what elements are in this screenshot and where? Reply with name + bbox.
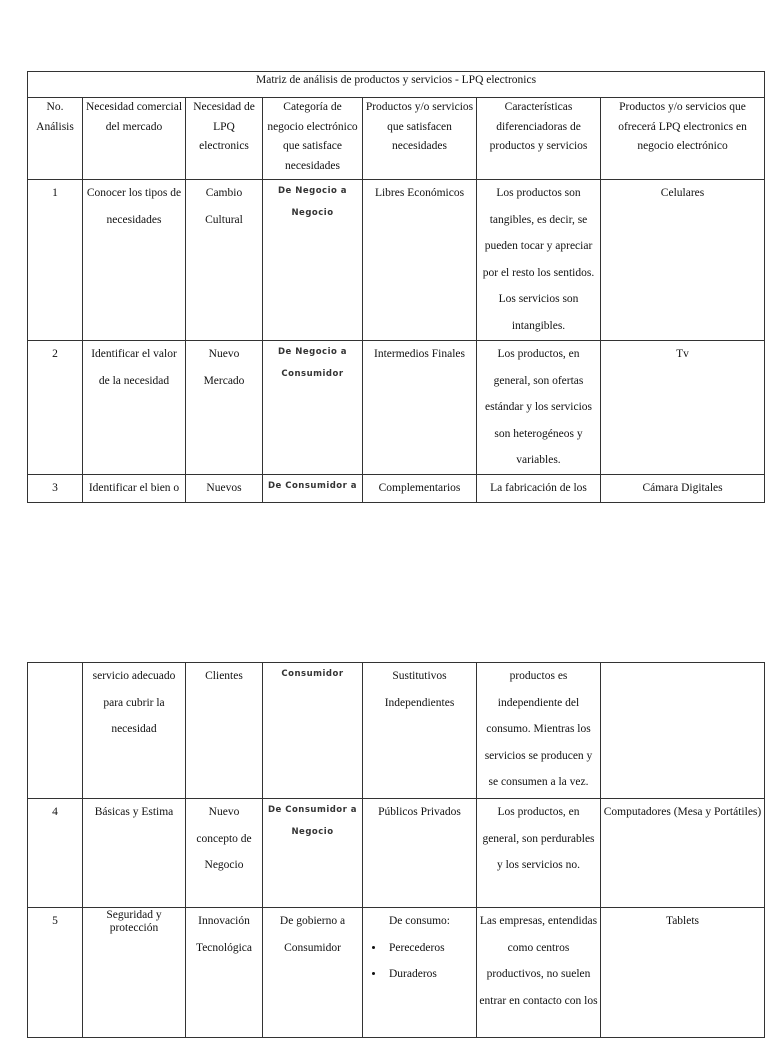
cell-necesidad-lpq: Nuevos <box>186 475 263 503</box>
productos-label: De consumo: <box>388 915 450 927</box>
cell-caracteristicas: Las empresas, entendidas como centros productivos, no suelen entrar en contacto con los <box>477 908 601 1038</box>
productos-list <box>365 935 474 988</box>
cell-necesidad-mercado: Identificar el bien o <box>83 475 186 503</box>
cell-productos: Complementarios <box>363 475 477 503</box>
cell-necesidad-mercado: servicio adecuado para cubrir la necesidad <box>83 663 186 799</box>
cell-necesidad-mercado: Conocer los tipos de necesidades <box>83 180 186 341</box>
cell-ofrecera: Celulares <box>601 180 765 341</box>
cell-productos: Libres Económicos <box>363 180 477 341</box>
table-row <box>28 180 765 341</box>
cell-ofrecera: Cámara Digitales <box>601 475 765 503</box>
cell-categoria: De Negocio a Negocio <box>263 180 363 341</box>
header-row <box>28 98 765 180</box>
table-title: Matriz de análisis de productos y servicios - LPQ electronics <box>28 72 765 98</box>
cell-productos: Intermedios Finales <box>363 341 477 475</box>
cell-necesidad-lpq: Innovación Tecnológica <box>186 908 263 1038</box>
header-ofrecera: Productos y/o servicios que ofrecerá LPQ electronics en negocio electrónico <box>601 98 765 180</box>
cell-necesidad-lpq: Nuevo Mercado <box>186 341 263 475</box>
cell-ofrecera <box>601 663 765 799</box>
header-productos: Productos y/o servicios que satisfacen necesidades <box>363 98 477 180</box>
cell-no <box>28 663 83 799</box>
cell-no: 4 <box>28 799 83 908</box>
analysis-matrix-table-page2 <box>27 662 765 1038</box>
cell-no: 2 <box>28 341 83 475</box>
header-no: No. Análisis <box>28 98 83 180</box>
cell-categoria: De gobierno a Consumidor <box>263 908 363 1038</box>
cell-productos <box>363 908 477 1038</box>
cell-necesidad-mercado: Seguridad y protección <box>83 908 186 1038</box>
table-row <box>28 341 765 475</box>
list-item: • Perecederos <box>385 935 474 962</box>
cell-categoria: De Consumidor a Negocio <box>263 799 363 908</box>
cell-no: 3 <box>28 475 83 503</box>
cell-caracteristicas: Los productos son tangibles, es decir, se pueden tocar y apreciar por el resto los sentidos. Los servicios son intangibles. <box>477 180 601 341</box>
cell-necesidad-lpq: Cambio Cultural <box>186 180 263 341</box>
cell-no: 1 <box>28 180 83 341</box>
cell-ofrecera: Tv <box>601 341 765 475</box>
cell-necesidad-mercado: Identificar el valor de la necesidad <box>83 341 186 475</box>
cell-caracteristicas: Los productos, en general, son ofertas estándar y los servicios son heterogéneos y variables. <box>477 341 601 475</box>
cell-productos: Públicos Privados <box>363 799 477 908</box>
cell-no: 5 <box>28 908 83 1038</box>
cell-categoria: De Consumidor a <box>263 475 363 503</box>
cell-ofrecera: Tablets <box>601 908 765 1038</box>
table-row <box>28 908 765 1038</box>
header-necesidad-mercado: Necesidad comercial del mercado <box>83 98 186 180</box>
cell-necesidad-lpq: Nuevo concepto de Negocio <box>186 799 263 908</box>
table-row <box>28 799 765 908</box>
cell-caracteristicas: productos es independiente del consumo. Mientras los servicios se producen y se consumen a la vez. <box>477 663 601 799</box>
cell-necesidad-mercado: Básicas y Estima <box>83 799 186 908</box>
analysis-matrix-table-page1 <box>27 71 765 503</box>
cell-categoria: De Negocio a Consumidor <box>263 341 363 475</box>
cell-ofrecera: Computadores (Mesa y Portátiles) <box>601 799 765 908</box>
cell-necesidad-lpq: Clientes <box>186 663 263 799</box>
header-caracteristicas: Características diferenciadoras de productos y servicios <box>477 98 601 180</box>
cell-categoria: Consumidor <box>263 663 363 799</box>
header-categoria: Categoría de negocio electrónico que satisface necesidades <box>263 98 363 180</box>
cell-caracteristicas: La fabricación de los <box>477 475 601 503</box>
list-item: • Duraderos <box>385 961 474 988</box>
cell-caracteristicas: Los productos, en general, son perdurables y los servicios no. <box>477 799 601 908</box>
table-row-continuation <box>28 663 765 799</box>
header-necesidad-lpq: Necesidad de LPQ electronics <box>186 98 263 180</box>
table-row <box>28 475 765 503</box>
cell-productos: Sustitutivos Independientes <box>363 663 477 799</box>
